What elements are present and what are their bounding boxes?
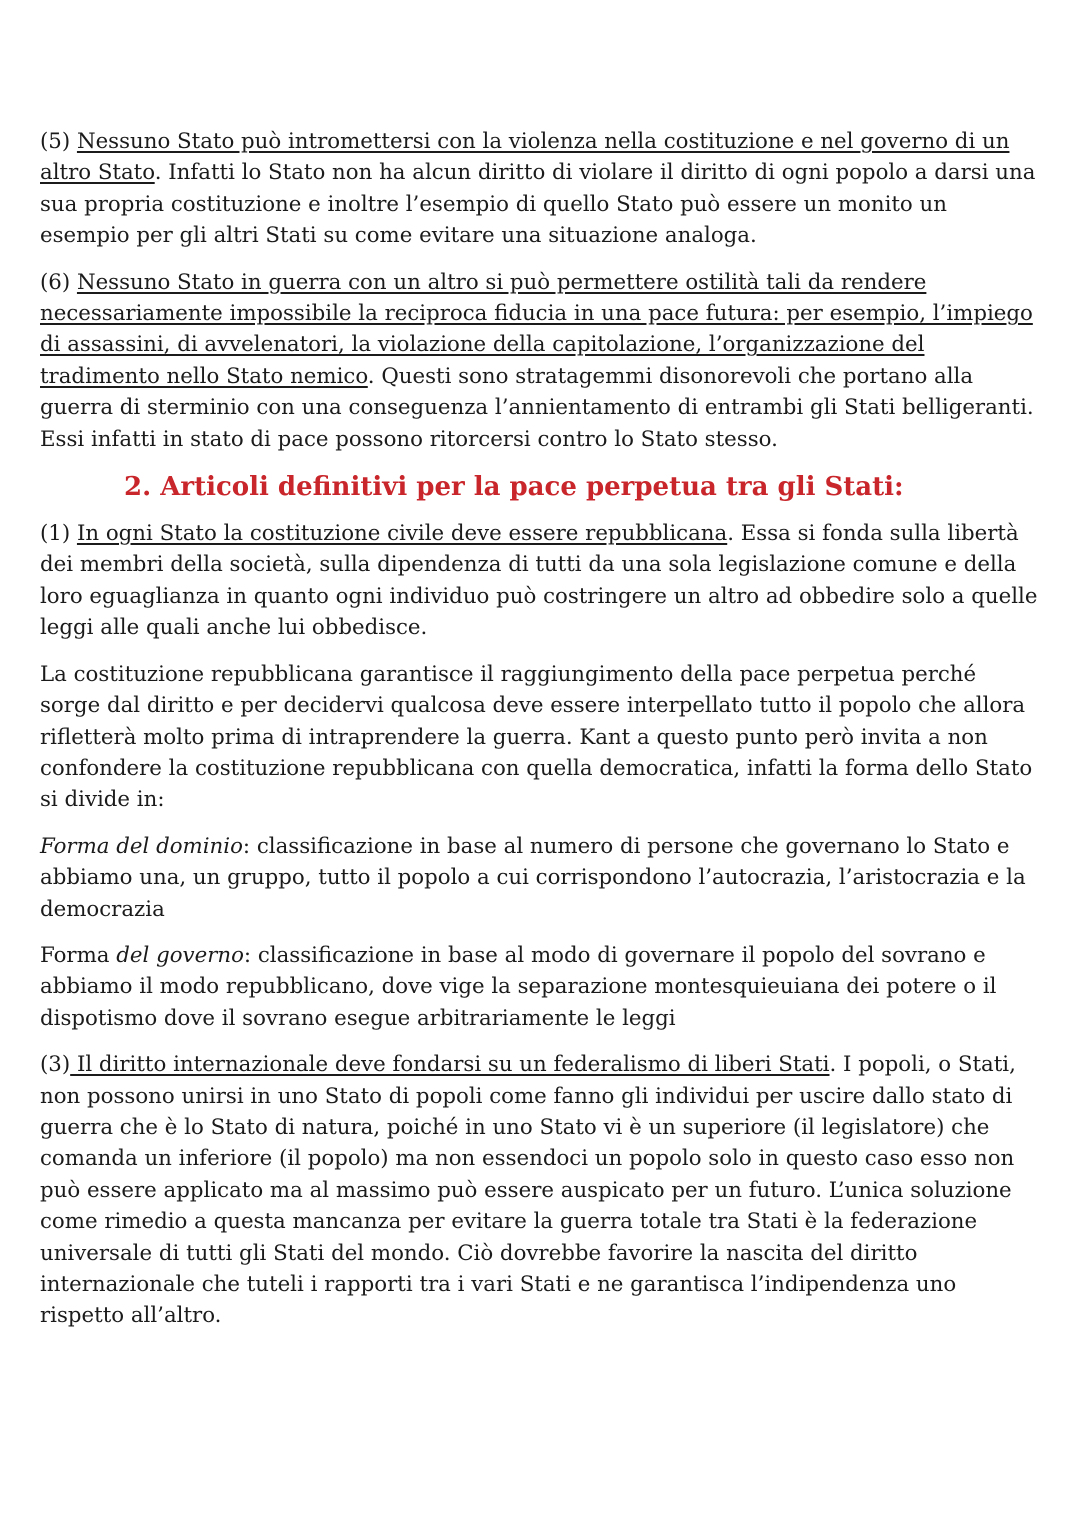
article-statement: Nessuno Stato può intromettersi con la violenza nella costituzione e nel governo di un altro Stato bbox=[40, 129, 1010, 186]
article-number: (6) bbox=[40, 269, 77, 295]
paragraph-definitive-article-3 bbox=[40, 1049, 1040, 1332]
term-label: Forma del dominio bbox=[40, 833, 243, 859]
paragraph-article-5 bbox=[40, 126, 1040, 252]
article-explanation: . Questi sono stratagemmi disonorevoli che portano alla guerra di sterminio con una conseguenza l’annientamento di entrambi gli Stati belligeranti. Essi infatti in stato di pace possono ritorcersi contro lo Stato stesso. bbox=[40, 363, 1034, 452]
article-explanation: . I popoli, o Stati, non possono unirsi in uno Stato di popoli come fanno gli individui per uscire dallo stato di guerra che è lo Stato di natura, poiché in uno Stato vi è un superiore (il legislatore) che comanda un inferiore (il popolo) ma non essendoci un popolo solo in questo caso esso non può essere applicato ma al massimo può essere auspicato per un futuro. L’unica soluzione come rimedio a questa mancanza per evitare la guerra totale tra Stati è la federazione universale di tutti gli Stati del mondo. Ciò dovrebbe favorire la nascita del diritto internazionale che tuteli i rapporti tra i vari Stati e ne garantisca l’indipendenza uno rispetto all’altro. bbox=[40, 1052, 1016, 1329]
section-heading-definitive-articles: 2. Articoli definitivi per la pace perpetua tra gli Stati: bbox=[124, 472, 904, 503]
article-statement: Il diritto internazionale deve fondarsi su un federalismo di liberi Stati bbox=[70, 1052, 830, 1078]
article-statement: Nessuno Stato in guerra con un altro si può permettere ostilità tali da rendere necessariamente impossibile la reciproca fiducia in una pace futura: per esempio, l’impiego di assassini, di avvelenatori, la violazione della capitolazione, l’organizzazione del tradimento nello Stato nemico bbox=[40, 269, 1033, 389]
article-explanation: . Essa si fonda sulla libertà dei membri della società, sulla dipendenza di tutti da una sola legislazione comune e della loro eguaglianza in quanto ogni individuo può costringere un altro ad obbedire solo a quelle leggi alle quali anche lui obbedisce. bbox=[40, 521, 1038, 641]
term-definition: : classificazione in base al modo di governare il popolo del sovrano e abbiamo il modo repubblicano, dove vige la separazione montesquieuiana dei potere o il dispotismo dove il sovrano esegue arbitrariamente le leggi bbox=[40, 942, 997, 1031]
article-statement: In ogni Stato la costituzione civile deve essere repubblicana bbox=[76, 521, 728, 547]
article-number: (1) bbox=[40, 521, 77, 547]
paragraph-forma-del-governo bbox=[40, 940, 1040, 1034]
paragraph-definitive-article-1 bbox=[40, 518, 1040, 644]
paragraph-forma-del-dominio bbox=[40, 831, 1040, 925]
article-number: (5) bbox=[40, 129, 77, 154]
document-page bbox=[40, 126, 1040, 1347]
paragraph-republican-constitution: La costituzione repubblicana garantisce il raggiungimento della pace perpetua perché sorge dal diritto e per decidervi qualcosa deve essere interpellato tutto il popolo che allora rifletterà molto prima di intraprendere la guerra. Kant a questo punto però invita a non confondere la costituzione repubblicana con quella democratica, infatti la forma dello Stato si divide in: bbox=[40, 661, 1033, 813]
term-definition: : classificazione in base al numero di persone che governano lo Stato e abbiamo una, un gruppo, tutto il popolo a cui corrispondono l’autocrazia, l’aristocrazia e la democrazia bbox=[40, 833, 1026, 922]
paragraph-article-6 bbox=[40, 267, 1040, 455]
term-label-italic: del governo bbox=[116, 942, 244, 968]
article-number: (3) bbox=[40, 1052, 71, 1078]
term-label-plain: Forma bbox=[40, 942, 117, 968]
article-explanation: . Infatti lo Stato non ha alcun diritto di violare il diritto di ogni popolo a darsi una sua propria costituzione e inoltre l’esempio di quello Stato può essere un monito un esempio per gli altri Stati su come evitare una situazione analoga. bbox=[40, 160, 1036, 249]
